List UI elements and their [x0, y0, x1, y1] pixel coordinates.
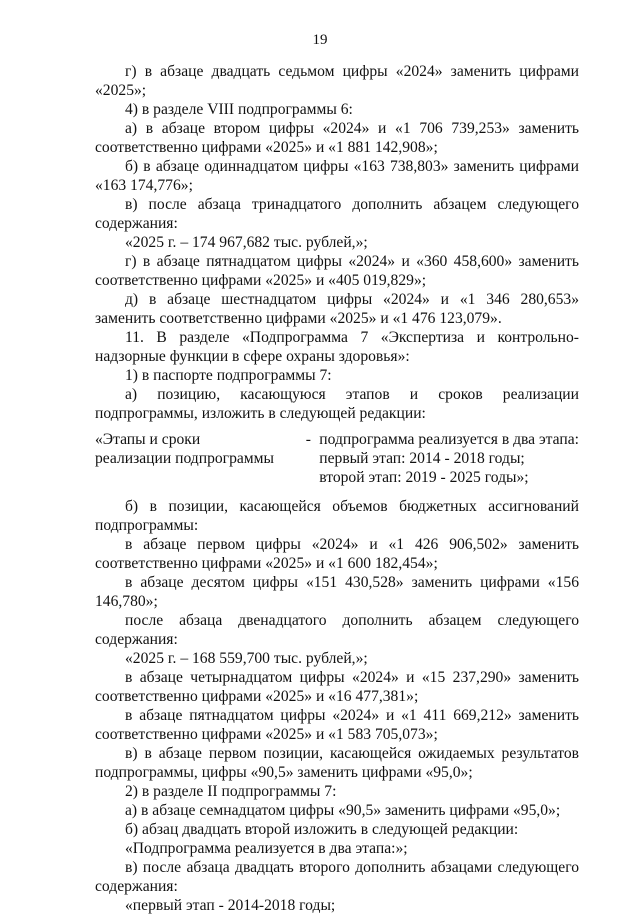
- paragraph: г) в абзаце двадцать седьмом цифры «2024» заменить цифрами «2025»;: [95, 63, 579, 99]
- paragraph: «2025 г. – 174 967,682 тыс. рублей,»;: [125, 234, 368, 251]
- paragraph: б) абзац двадцать второй изложить в следующей редакции:: [125, 821, 519, 838]
- section-heading: 11. В разделе «Подпрограмма 7 «Экспертиза и контрольно-надзорные функции в сфере охраны здоровья»:: [95, 329, 579, 365]
- paragraph: б) в позиции, касающейся объемов бюджетных ассигнований подпрограммы:: [95, 498, 579, 534]
- paragraph: б) в абзаце одиннадцатом цифры «163 738,803» заменить цифрами «163 174,776»;: [95, 158, 579, 194]
- paragraph: «2025 г. – 168 559,700 тыс. рублей,»;: [125, 650, 368, 667]
- paragraph: д) в абзаце шестнадцатом цифры «2024» и «1 346 280,653» заменить соответственно цифрами «2025» и «1 476 123,079».: [95, 291, 579, 327]
- paragraph: 4) в разделе VIII подпрограммы 6:: [125, 101, 353, 118]
- table-dash: -: [305, 431, 311, 448]
- table-label-line: «Этапы и сроки: [95, 431, 201, 448]
- table-label-cell: [95, 430, 297, 487]
- paragraph: 1) в паспорте подпрограммы 7:: [125, 367, 332, 384]
- paragraph: г) в абзаце пятнадцатом цифры «2024» и «360 458,600» заменить соответственно цифрами «2025» и «405 019,829»;: [95, 253, 579, 289]
- paragraph: после абзаца двенадцатого дополнить абзацем следующего содержания:: [95, 612, 579, 648]
- paragraph: а) в абзаце втором цифры «2024» и «1 706 739,253» заменить соответственно цифрами «2025» и «1 881 142,908»;: [95, 120, 579, 156]
- stages-table: [95, 430, 579, 487]
- paragraph: а) в абзаце семнадцатом цифры «90,5» заменить цифрами «95,0»;: [125, 802, 561, 819]
- paragraph: в) после абзаца двадцать второго дополнить абзацами следующего содержания:: [95, 859, 579, 895]
- paragraph: в) в абзаце первом позиции, касающейся ожидаемых результатов подпрограммы, цифры «90,5» заменить цифрами «95,0»;: [95, 745, 579, 781]
- table-value-cell: [319, 430, 579, 487]
- paragraph: в абзаце первом цифры «2024» и «1 426 906,502» заменить соответственно цифрами «2025» и «1 600 182,454»;: [95, 536, 579, 572]
- paragraph: в абзаце четырнадцатом цифры «2024» и «15 237,290» заменить соответственно цифрами «2025» и «16 477,381»;: [95, 669, 579, 705]
- page-number: 19: [312, 32, 328, 48]
- table-label-line: реализации подпрограммы: [95, 450, 275, 467]
- table-value-line: первый этап: 2014 - 2018 годы;: [319, 450, 525, 467]
- paragraph: в) после абзаца тринадцатого дополнить абзацем следующего содержания:: [95, 196, 579, 232]
- document-body: [95, 62, 579, 915]
- paragraph: а) позицию, касающуюся этапов и сроков реализации подпрограммы, изложить в следующей редакции:: [95, 386, 579, 422]
- paragraph: в абзаце пятнадцатом цифры «2024» и «1 411 669,212» заменить соответственно цифрами «2025» и «1 583 705,073»;: [95, 707, 579, 743]
- paragraph: «первый этап - 2014-2018 годы;: [125, 897, 336, 914]
- table-value-line: подпрограмма реализуется в два этапа:: [319, 431, 579, 448]
- paragraph: 2) в разделе II подпрограммы 7:: [125, 783, 337, 800]
- paragraph: «Подпрограмма реализуется в два этапа:»;: [125, 840, 408, 857]
- paragraph: в абзаце десятом цифры «151 430,528» заменить цифрами «156 146,780»;: [95, 574, 579, 610]
- table-value-line: второй этап: 2019 - 2025 годы»;: [319, 469, 529, 486]
